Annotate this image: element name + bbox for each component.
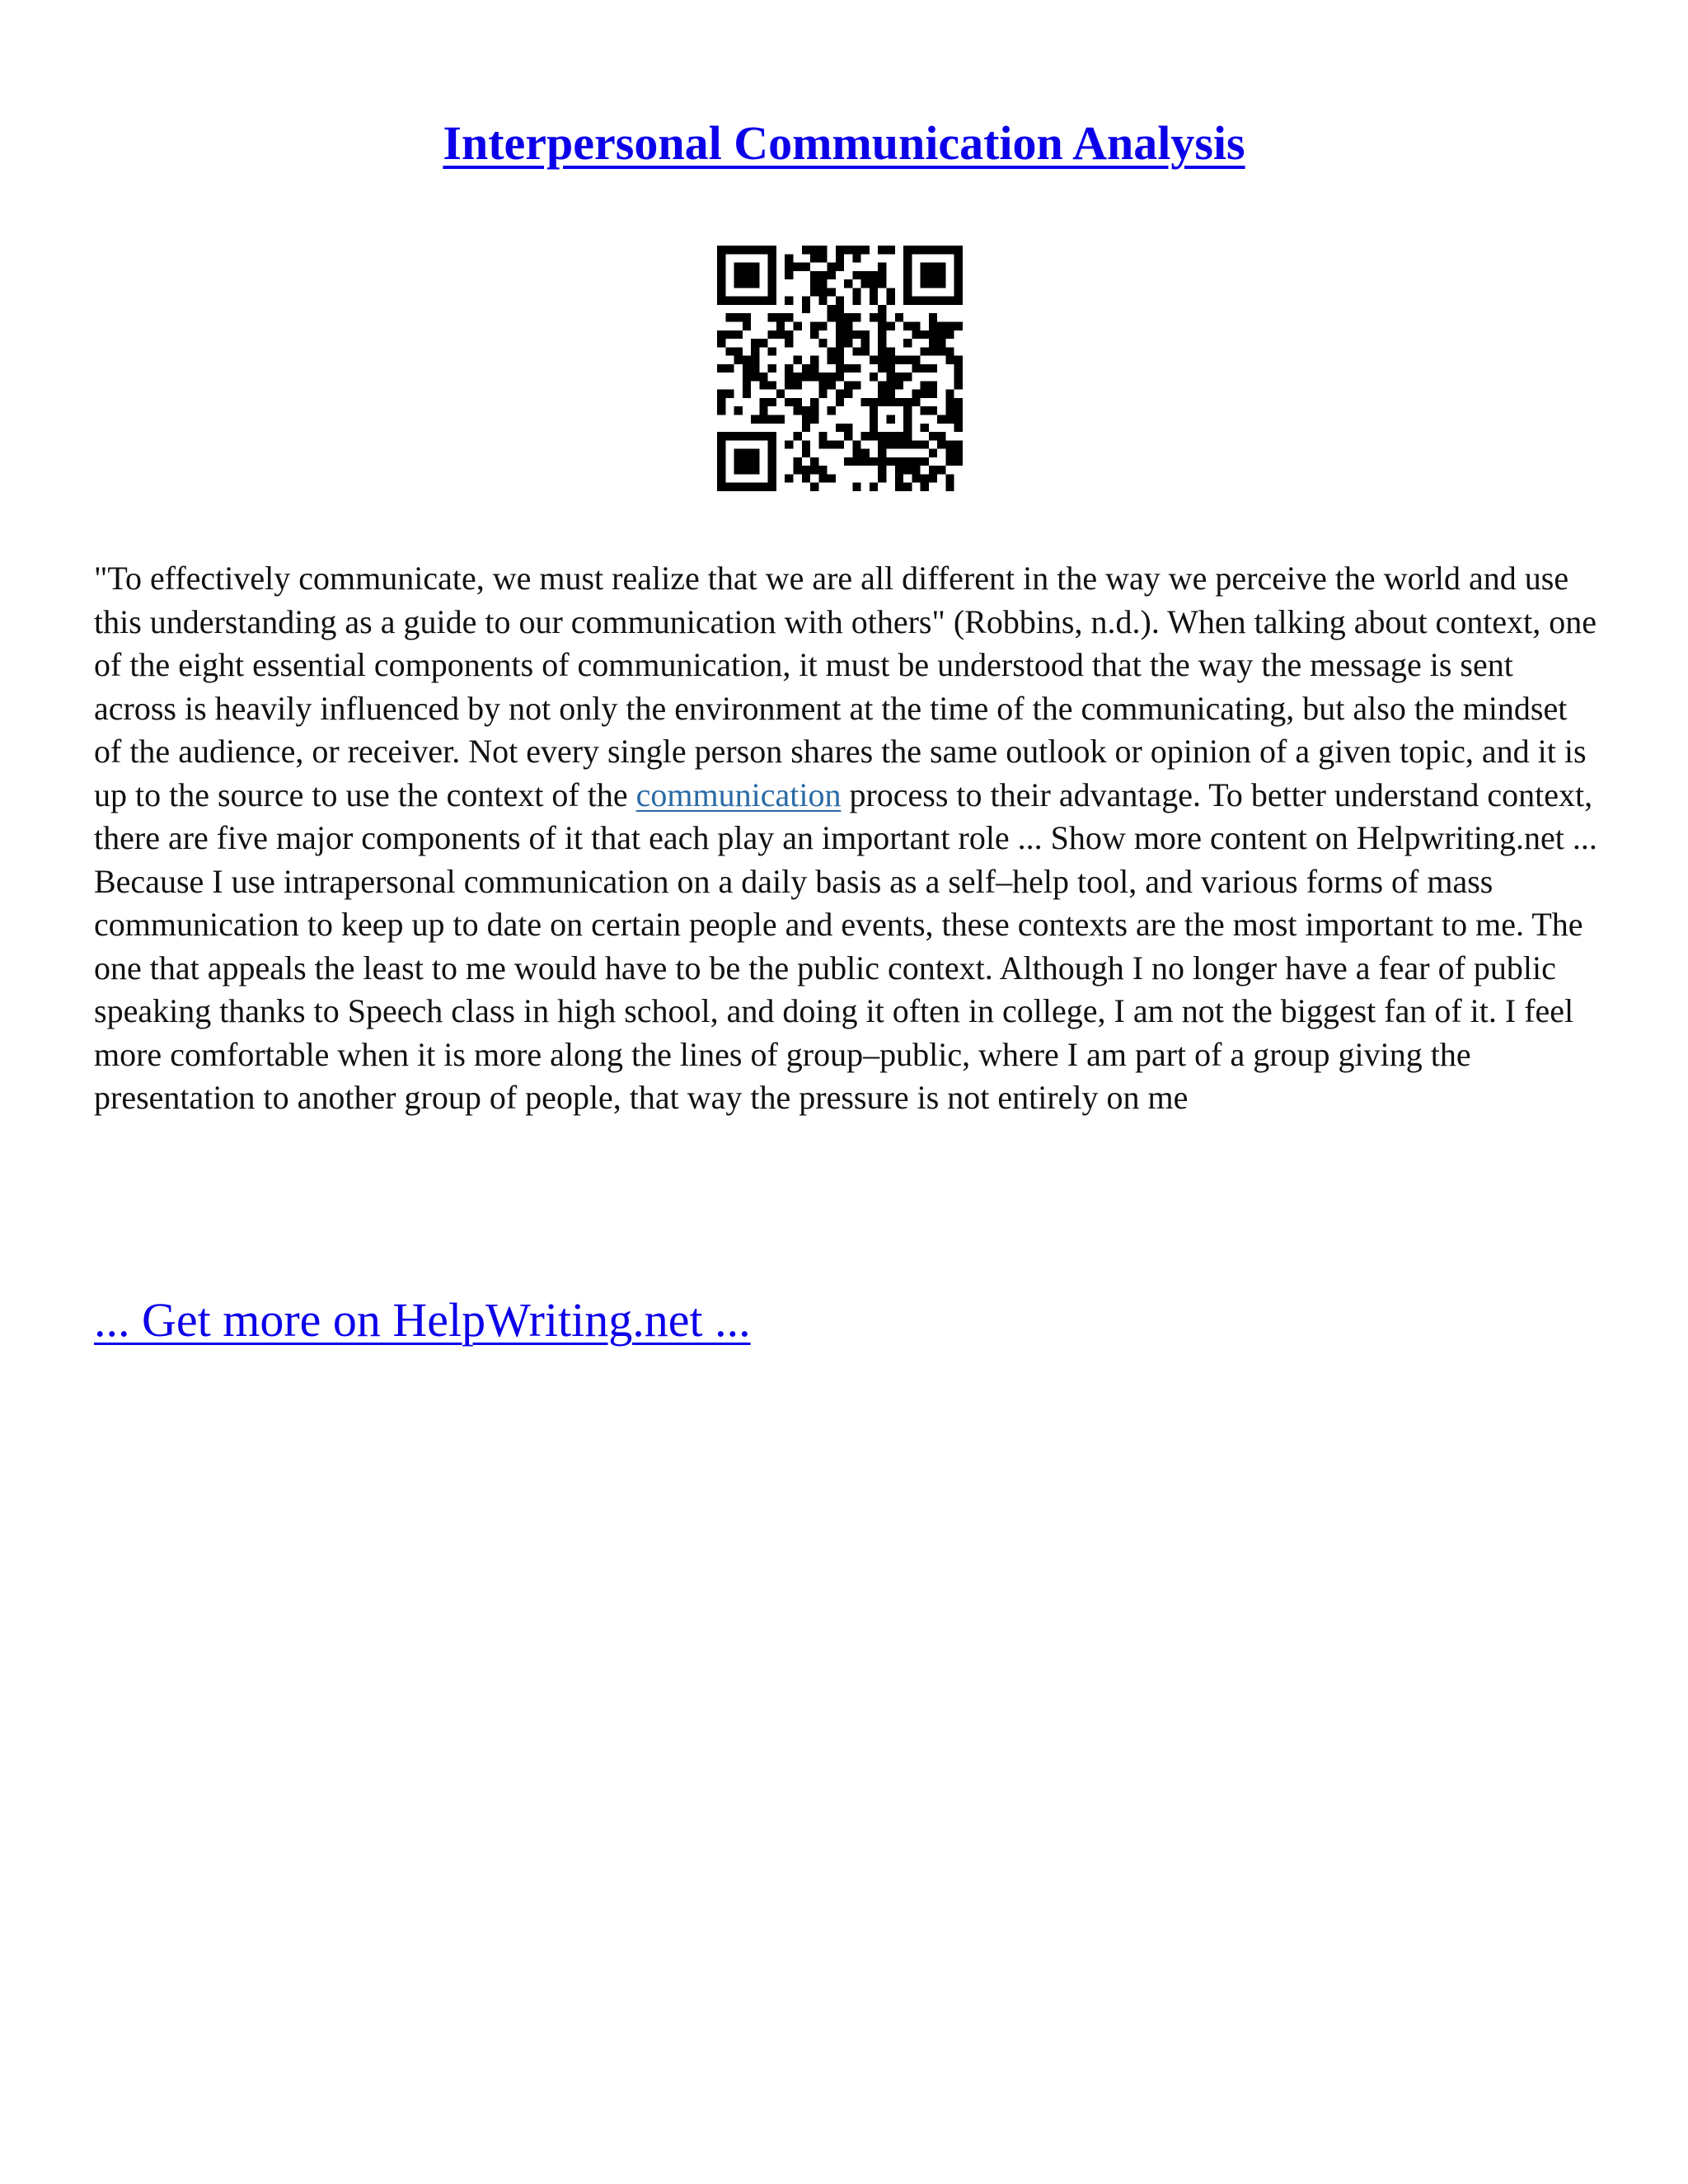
qr-code-icon (717, 246, 963, 491)
communication-link[interactable]: communication (635, 776, 842, 813)
paragraph-1 (94, 557, 1602, 860)
title-container (0, 115, 1688, 171)
more-link-container (94, 1292, 751, 1347)
article-body (94, 557, 1602, 1120)
get-more-link[interactable]: ... Get more on HelpWriting.net ... (94, 1293, 751, 1347)
paragraph-1-text-start: "To effectively communicate, we must realize that we are all different in the way we perceive the world and use this understanding as a guide to our communication with others" (Robbins, n.d.). When talking about context, one of the eight essential components of communication, it must be understood that the way the message is sent across is heavily influenced by not only the environment at the time of the communicating, but also the mindset of the audience, or receiver. Not every single person shares the same outlook or opinion of a given topic, and it is up to the source to use the context of the (94, 560, 1597, 813)
title-link[interactable]: Interpersonal Communication Analysis (443, 116, 1245, 170)
paragraph-2: Because I use intrapersonal communication on a daily basis as a self–help tool, and various forms of mass communication to keep up to date on certain people and events, these contexts are the most important to me. The one that appeals the least to me would have to be the public context. Although I no longer have a fear of public speaking thanks to Speech class in high school, and doing it often in college, I am not the biggest fan of it. I feel more comfortable when it is more along the lines of group–public, where I am part of a group giving the presentation to another group of people, that way the pressure is not entirely on me (94, 862, 1583, 1116)
paragraph-1-text-end: process to their advantage. To better understand context, there are five major components of it that each play an important role ... Show more content on Helpwriting.net ... (94, 776, 1597, 856)
